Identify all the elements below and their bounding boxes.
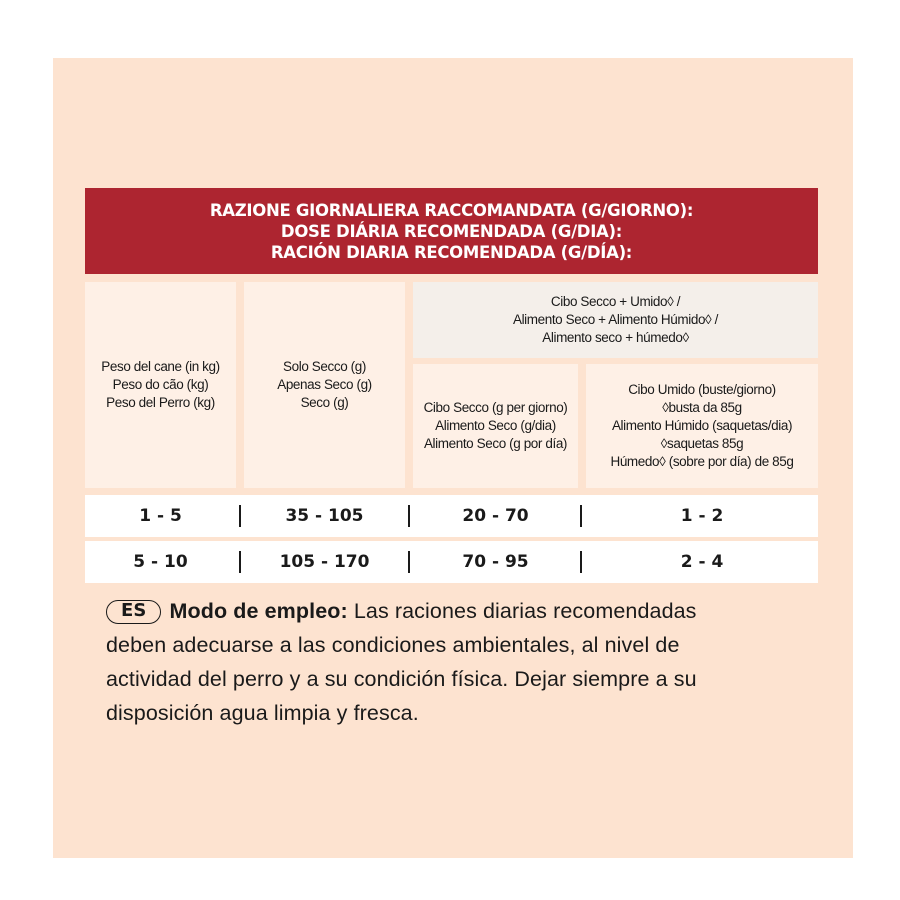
title-line-pt: DOSE DIÁRIA RECOMENDADA (G/DIA): [280,221,623,241]
usage-lead: Modo de empleo: [169,599,348,623]
cell-mixed-wet: 1 - 2 [680,506,724,526]
title-line-es: RACIÓN DIARIA RECOMENDADA (G/DÍA): [270,242,633,262]
usage-line: disposición agua limpia y fresca. [106,701,419,725]
column-divider [408,551,410,573]
cell-weight: 1 - 5 [139,506,182,526]
column-divider [408,505,410,527]
header-mixed-wet: Cibo Umido (buste/giorno) ◊busta da 85g Alimento Húmido (saquetas/dia) ◊saquetas 85g Húmedo◊ (sobre por día) de 85g [586,364,818,488]
usage-instructions [106,594,766,730]
column-divider [239,505,241,527]
cell-mixed-dry: 70 - 95 [462,552,529,572]
header-mixed: Cibo Secco + Umido◊ / Alimento Seco + Alimento Húmido◊ / Alimento seco + húmedo◊ [413,282,818,358]
usage-line: deben adecuarse a las condiciones ambientales, al nivel de [106,633,680,657]
cell-mixed-wet: 2 - 4 [680,552,724,572]
cell-dry-only: 35 - 105 [285,506,364,526]
header-weight: Peso del cane (in kg) Peso do cão (kg) Peso del Perro (kg) [85,282,236,488]
table-title [85,188,818,274]
table-row [85,541,818,583]
usage-line: ES Modo de empleo: Las raciones diarias recomendadas [106,594,766,628]
table-row [85,495,818,537]
column-divider [580,505,582,527]
column-divider [580,551,582,573]
cell-dry-only: 105 - 170 [279,552,370,572]
header-mixed-dry: Cibo Secco (g per giorno) Alimento Seco (g/dia) Alimento Seco (g por día) [413,364,578,488]
usage-line: actividad del perro y a su condición física. Dejar siempre a su [106,667,697,691]
cell-weight: 5 - 10 [133,552,188,572]
column-divider [239,551,241,573]
header-dry-only: Solo Secco (g) Apenas Seco (g) Seco (g) [244,282,405,488]
cell-mixed-dry: 20 - 70 [462,506,529,526]
title-line-it: RAZIONE GIORNALIERA RACCOMANDATA (G/GIORNO): [209,200,694,220]
language-badge: ES [106,600,161,624]
